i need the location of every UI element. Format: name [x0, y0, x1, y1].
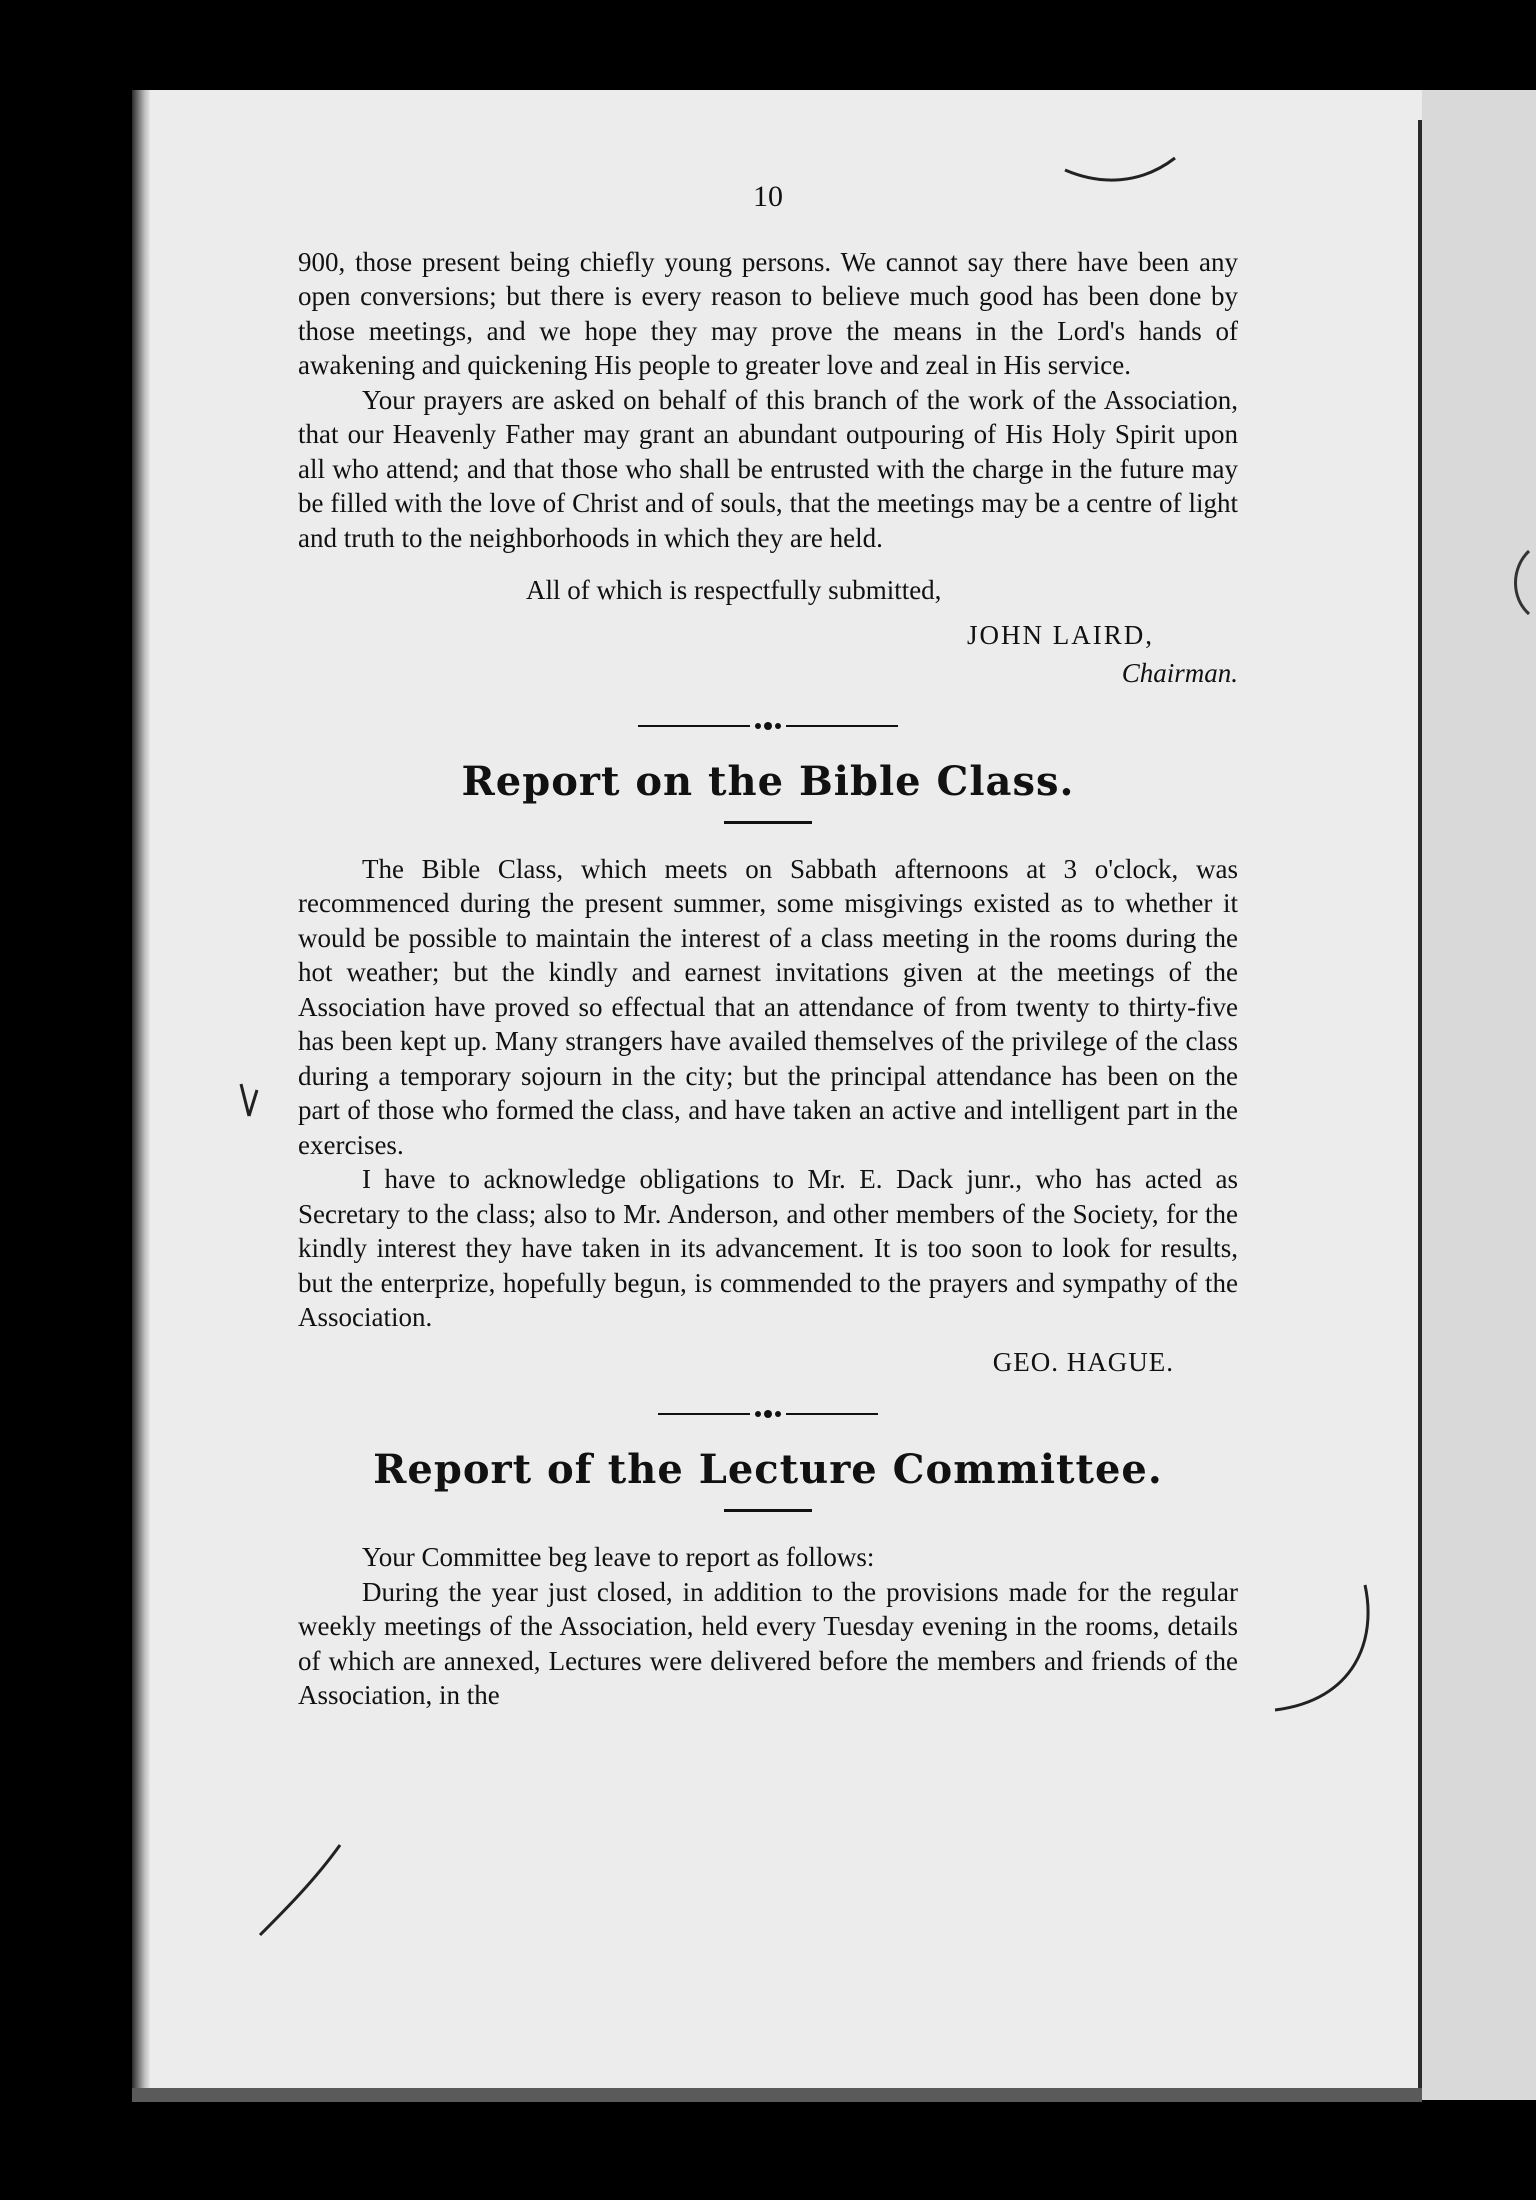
- lecture-paragraph-2: During the year just closed, in addition to the provisions made for the regular weekly meetings of the Association, held every Tuesday evening in the rooms, details of which are annexed, Lectures were delivered before the members and friends of the Association, in the: [298, 1576, 1238, 1710]
- pen-mark-right-bracket: [1505, 548, 1533, 618]
- heading-underline-2: [724, 1509, 812, 1512]
- lecture-paragraph-1: Your Committee beg leave to report as follows:: [362, 1542, 875, 1572]
- bible-class-paragraph-1: The Bible Class, which meets on Sabbath afternoons at 3 o'clock, was recommenced during the present summer, some misgivings existed as to whether it would be possible to maintain the interest of a class meeting in the rooms during the hot weather; but the kindly and earnest invitations given at the meetings of the Association have proved so effectual that an attendance of from twenty to thirty-five has been kept up. Many strangers have availed themselves of the privilege of the class during a temporary sojourn in the city; but the principal attendance has been on the part of those who formed the class, and have taken an active and intelligent part in the exercises.: [298, 853, 1238, 1160]
- pen-mark-right-curve: [1265, 1580, 1385, 1720]
- page-left-edge: [132, 90, 150, 2100]
- signature-title-chairman: Chairman.: [1121, 658, 1238, 688]
- intro-paragraph-2: Your prayers are asked on behalf of this branch of the work of the Association, that our Heavenly Father may grant an abundant outpouring of His Holy Spirit upon all who attend; and that those who shall be entrusted with the charge in the future may be filled with the love of Christ and of souls, that the meetings may be a centre of light and truth to the neighborhoods in which they are held.: [298, 384, 1238, 553]
- heading-underline: [724, 821, 812, 824]
- pen-mark-margin-tick: [235, 1080, 265, 1120]
- lecture-committee-heading: Report of the Lecture Committee.: [373, 1446, 1163, 1493]
- document-text: [298, 180, 1238, 1713]
- page-bottom-edge: [132, 2088, 1422, 2102]
- intro-paragraph-1: 900, those present being chiefly young persons. We cannot say there have been any open conversions; but there is every reason to believe much good has been done by those meetings, and we hope they may prove the means in the Lord's hands of awakening and quickening His people to greater love and zeal in His service.: [298, 246, 1238, 380]
- signature-geo-hague: GEO. HAGUE.: [992, 1346, 1174, 1377]
- page-number: 10: [753, 180, 783, 213]
- pen-mark-bottom-left: [255, 1840, 345, 1940]
- signature-john-laird: JOHN LAIRD,: [967, 619, 1154, 650]
- page-fold-line: [1418, 120, 1422, 2090]
- closing-line: All of which is respectfully submitted,: [526, 575, 942, 605]
- section-divider-ornament-2: [658, 1407, 878, 1421]
- bible-class-paragraph-2: I have to acknowledge obligations to Mr. E. Dack junr., who has acted as Secretary to the class; also to Mr. Anderson, and other members of the Society, for the kindly interest they have taken in its advancement. It is too soon to look for results, but the enterprize, hopefully begun, is commended to the prayers and sympathy of the Association.: [298, 1164, 1238, 1332]
- section-divider-ornament: [638, 719, 898, 733]
- adjacent-page-strip: [1422, 90, 1536, 2100]
- bible-class-heading: Report on the Bible Class.: [461, 757, 1075, 805]
